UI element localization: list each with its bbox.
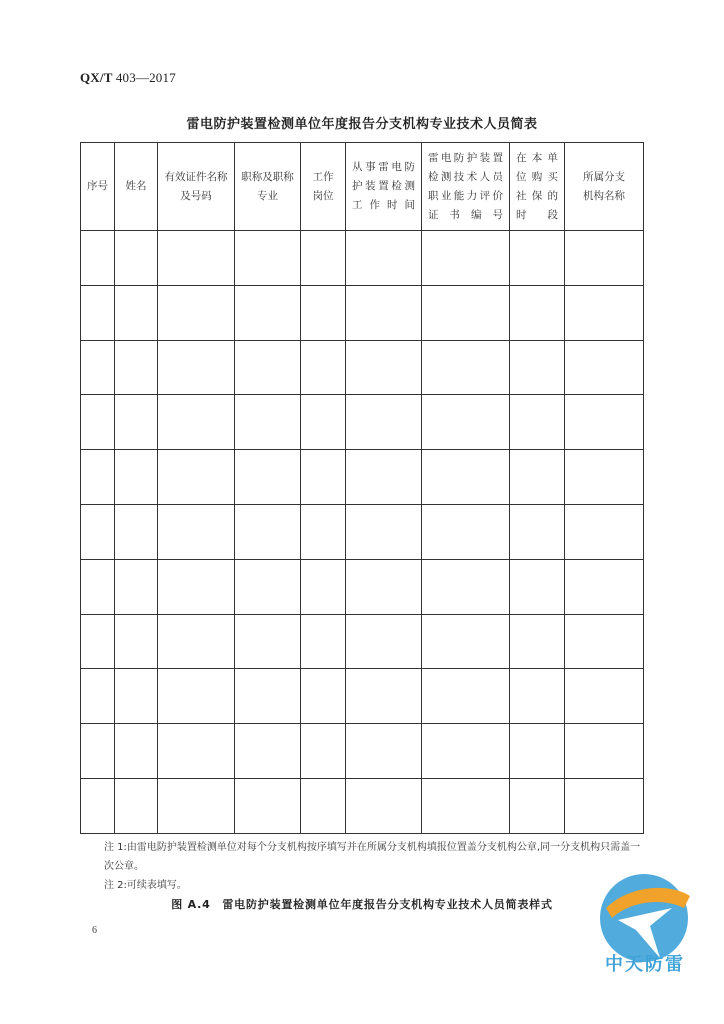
table-cell [422, 285, 510, 340]
table-cell [422, 669, 510, 724]
table-cell [81, 231, 115, 286]
table-row [81, 559, 644, 614]
table-cell [158, 669, 235, 724]
table-cell [115, 504, 158, 559]
table-cell [81, 340, 115, 395]
table-cell [158, 285, 235, 340]
column-header-4 [235, 143, 301, 231]
table-row [81, 778, 644, 833]
table-cell [235, 504, 301, 559]
table-cell [158, 724, 235, 779]
column-header-line: 工作 [312, 170, 334, 183]
column-header-line: 雷电防护装置 [428, 151, 503, 164]
table-cell [510, 395, 565, 450]
column-header-line: 职称及职称 [241, 170, 294, 183]
column-header-5 [301, 143, 346, 231]
column-header-7 [422, 143, 510, 231]
table-cell [235, 724, 301, 779]
table-row [81, 614, 644, 669]
table-cell [422, 724, 510, 779]
table-cell [565, 450, 644, 505]
table-cell [565, 559, 644, 614]
table-cell [422, 559, 510, 614]
table-cell [115, 778, 158, 833]
table-cell [346, 614, 422, 669]
column-header-line: 所属分支 [583, 170, 625, 183]
table-cell [81, 669, 115, 724]
figure-caption: 图 A.4 雷电防护装置检测单位年度报告分支机构专业技术人员简表样式 [171, 898, 553, 911]
table-cell [158, 614, 235, 669]
column-header-3 [158, 143, 235, 231]
table-cell [422, 450, 510, 505]
column-header-line: 有效证件名称 [164, 170, 228, 183]
column-header-line: 及号码 [180, 189, 212, 202]
table-cell [510, 285, 565, 340]
table-cell [346, 231, 422, 286]
table-cell [346, 559, 422, 614]
column-header-line: 机构名称 [583, 189, 625, 202]
column-header-line: 在本单 [516, 151, 558, 164]
table-row [81, 231, 644, 286]
table-cell [158, 395, 235, 450]
table-cell [158, 778, 235, 833]
table-cell [565, 614, 644, 669]
table-cell [115, 395, 158, 450]
column-header-6 [346, 143, 422, 231]
table-cell [346, 395, 422, 450]
table-cell [235, 450, 301, 505]
standard-number: 403—2017 [115, 70, 176, 85]
table-cell [565, 724, 644, 779]
table-cell [235, 778, 301, 833]
column-header-line: 时段 [516, 208, 558, 221]
table-cell [235, 669, 301, 724]
table-cell [346, 340, 422, 395]
column-header-line: 序号 [87, 180, 108, 192]
column-header-line: 护装置检测 [352, 180, 415, 192]
table-cell [510, 669, 565, 724]
table-cell [158, 504, 235, 559]
table-row [81, 450, 644, 505]
table-cell [301, 669, 346, 724]
table-cell [346, 724, 422, 779]
table-cell [422, 395, 510, 450]
standard-code [80, 70, 176, 86]
column-header-line: 岗位 [312, 189, 334, 202]
table-cell [510, 778, 565, 833]
table-cell [81, 395, 115, 450]
table-cell [565, 340, 644, 395]
table-cell [565, 395, 644, 450]
table-cell [565, 231, 644, 286]
table-row [81, 285, 644, 340]
table-cell [510, 724, 565, 779]
note-2: 注 2:可续表填写。 [104, 880, 187, 891]
table-cell [301, 504, 346, 559]
table-cell [565, 669, 644, 724]
table-cell [510, 231, 565, 286]
table-cell [565, 778, 644, 833]
table-cell [235, 231, 301, 286]
column-header-8 [510, 143, 565, 231]
table-cell [346, 450, 422, 505]
page-number: 6 [92, 925, 97, 936]
table-cell [115, 450, 158, 505]
table-cell [422, 340, 510, 395]
table-row [81, 504, 644, 559]
table-cell [115, 614, 158, 669]
table-cell [301, 340, 346, 395]
table-cell [301, 395, 346, 450]
table-cell [565, 285, 644, 340]
table-cell [510, 614, 565, 669]
table-cell [422, 614, 510, 669]
column-header-line: 职业能力评价 [428, 189, 503, 202]
table-cell [115, 231, 158, 286]
table-cell [81, 285, 115, 340]
table-row [81, 340, 644, 395]
table-cell [115, 559, 158, 614]
column-header-9 [565, 143, 644, 231]
notes [104, 838, 644, 895]
watermark-text: 中天防雷 [605, 954, 685, 975]
table-cell [422, 504, 510, 559]
table-title: 雷电防护装置检测单位年度报告分支机构专业技术人员简表 [186, 117, 538, 132]
table-cell [235, 614, 301, 669]
table-cell [301, 778, 346, 833]
column-header-line: 从事雷电防 [352, 161, 415, 173]
table-cell [346, 285, 422, 340]
column-header-line: 位购买 [516, 170, 558, 183]
column-header-1 [81, 143, 115, 231]
table-cell [81, 504, 115, 559]
table-cell [158, 231, 235, 286]
column-header-line: 证书编号 [428, 208, 503, 221]
table-cell [301, 559, 346, 614]
table-cell [158, 340, 235, 395]
table-cell [346, 669, 422, 724]
table-cell [235, 285, 301, 340]
table-cell [422, 231, 510, 286]
table-cell [565, 504, 644, 559]
table-row [81, 669, 644, 724]
column-header-2 [115, 143, 158, 231]
table-cell [301, 450, 346, 505]
note-1: 注 1:由雷电防护装置检测单位对每个分支机构按序填写并在所属分支机构填报位置盖分支机构公章,同一分支机构只需盖一次公章。 [104, 842, 641, 872]
table-cell [81, 614, 115, 669]
table-cell [81, 450, 115, 505]
table-cell [346, 504, 422, 559]
column-header-line: 社保的 [516, 189, 558, 202]
table-cell [301, 614, 346, 669]
table-cell [301, 231, 346, 286]
table-cell [301, 285, 346, 340]
table-cell [81, 724, 115, 779]
table-cell [346, 778, 422, 833]
table-cell [510, 340, 565, 395]
table-header-row [81, 143, 644, 231]
column-header-line: 工作时间 [352, 199, 415, 211]
table-cell [158, 559, 235, 614]
table-row [81, 395, 644, 450]
table-row [81, 724, 644, 779]
standard-prefix: QX/T [80, 70, 113, 85]
staff-table [80, 142, 644, 834]
table-cell [510, 504, 565, 559]
table-cell [115, 285, 158, 340]
table-cell [235, 340, 301, 395]
table-body [81, 231, 644, 834]
column-header-line: 姓名 [125, 180, 147, 192]
table-cell [115, 340, 158, 395]
table-cell [510, 450, 565, 505]
table-cell [422, 778, 510, 833]
table-cell [115, 724, 158, 779]
table-cell [301, 724, 346, 779]
table-cell [81, 778, 115, 833]
column-header-line: 专业 [257, 189, 278, 202]
table-cell [158, 450, 235, 505]
table-cell [510, 559, 565, 614]
table-cell [235, 395, 301, 450]
column-header-line: 检测技术人员 [428, 170, 503, 183]
table-cell [235, 559, 301, 614]
table-cell [81, 559, 115, 614]
table-cell [115, 669, 158, 724]
